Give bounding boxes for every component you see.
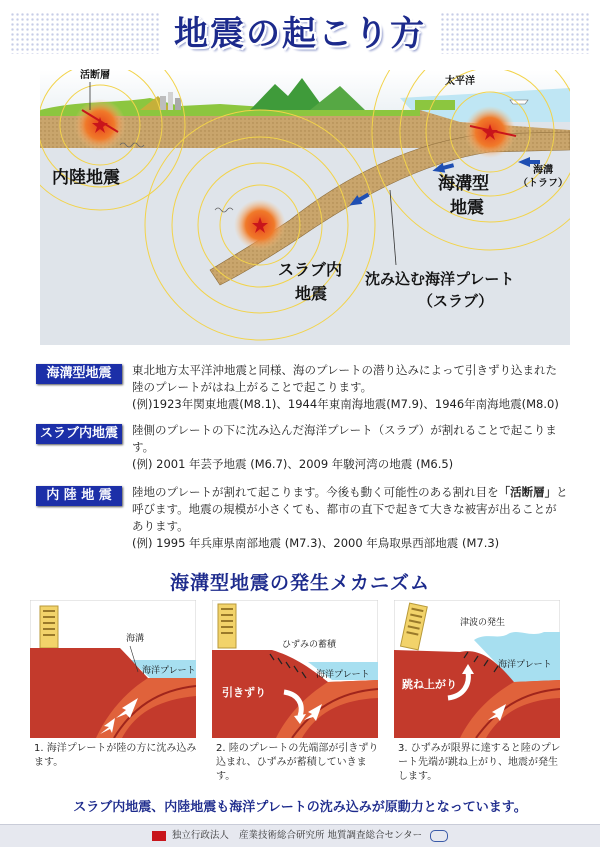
panel-3-label-plate: 海洋プレート xyxy=(498,660,552,670)
footer xyxy=(0,824,600,847)
badge-trench-earthquake: 海溝型地震 xyxy=(36,364,122,384)
aist-logo-icon xyxy=(152,831,166,841)
desc-trench-example: (例)1923年関東地震(M8.1)、1944年東南海地震(M7.9)、1946年南海地震(M8.0) xyxy=(132,397,559,411)
footer-org: 産業技術総合研究所 地質調査総合センター xyxy=(238,830,423,841)
desc-inland-earthquake xyxy=(132,484,568,552)
desc-trench-text: 東北地方太平洋沖地震と同様、海のプレートの潜り込みによって引きずり込まれた陸のプレートがはね上がることで起こります。 xyxy=(132,363,558,394)
panel-3-label-tsunami: 津波の発生 xyxy=(460,618,506,628)
mechanism-panel-3 xyxy=(394,600,560,738)
conclusion-text: スラブ内地震、内陸地震も海洋プレートの沈み込みが原動力となっています。 xyxy=(73,800,527,815)
label-pacific: 太平洋 xyxy=(445,76,475,87)
earthquake-types-diagram xyxy=(40,70,570,345)
panel-2-label-strain: ひずみの蓄積 xyxy=(282,640,337,650)
label-inland-earthquake: 内陸地震 xyxy=(52,168,120,188)
label-slab-earthquake-1: スラブ内 xyxy=(278,260,343,279)
building xyxy=(40,606,58,648)
label-trench-earthquake-2: 地震 xyxy=(450,198,484,218)
desc-inland-example: (例) 1995 年兵庫県南部地震 (M7.3)、2000 年鳥取県西部地震 (M7.3) xyxy=(132,536,500,550)
label-subducting-plate: 沈み込む海洋プレート xyxy=(365,270,515,288)
desc-slab-text: 陸側のプレートの下に沈み込んだ海洋プレート（スラブ）が割れることで起こります。 xyxy=(132,423,557,454)
panel-3-caption: 3. ひずみが限界に達すると陸のプレート先端が跳ね上がり、地震が発生します。 xyxy=(398,743,561,782)
city-building xyxy=(175,98,181,110)
desc-trench-earthquake xyxy=(132,362,568,413)
label-slab-earthquake-2: 地震 xyxy=(295,284,328,303)
label-trench-earthquake-1: 海溝型 xyxy=(438,174,489,194)
ship xyxy=(510,100,528,104)
badge-inland-earthquake: 内 陸 地 震 xyxy=(36,486,122,506)
gsj-logo-icon xyxy=(430,830,448,842)
label-trench: 海溝 xyxy=(533,165,553,176)
mechanism-title: 海溝型地震の発生メカニズム xyxy=(169,572,430,594)
desc-inland-keyword: 「活断層」 xyxy=(498,485,557,499)
label-trough: （トラフ） xyxy=(518,178,568,189)
coastline xyxy=(415,100,455,110)
city-building xyxy=(168,92,173,110)
badge-slab-earthquake: スラブ内地震 xyxy=(36,424,122,444)
panel-2-caption: 2. 陸のプレートの先端部が引きずり込まれ、ひずみが蓄積していきます。 xyxy=(216,743,379,782)
panel-2-svg xyxy=(212,600,378,738)
mechanism-panel-2 xyxy=(212,600,378,738)
label-slab: （スラブ） xyxy=(418,292,494,310)
panel-1-label-trench: 海溝 xyxy=(126,634,145,644)
label-active-fault: 活断層 xyxy=(80,70,110,81)
page-title: 地震の起こり方 xyxy=(174,14,426,54)
mechanism-panel-1 xyxy=(30,600,196,738)
earthquake-type-descriptions xyxy=(36,362,566,552)
desc-slab-earthquake xyxy=(132,422,568,473)
panel-1-label-plate: 海洋プレート xyxy=(142,666,196,676)
panel-2-label-plate: 海洋プレート xyxy=(316,670,370,680)
panel-3-label-rebound: 跳ね上がり xyxy=(402,678,457,691)
panel-1-caption: 1. 海洋プレートが陸の方に沈み込みます。 xyxy=(34,743,197,768)
desc-inland-text-2: と呼びます。地震の規模が小さくても、都市の直下で起きて大きな被害が出ることがあります。 xyxy=(132,485,568,533)
desc-slab-example: (例) 2001 年芸予地震 (M6.7)、2009 年駿河湾の地震 (M6.5) xyxy=(132,457,454,471)
desc-inland-text-1: 陸地のプレートが割れて起こります。今後も動く可能性のある割れ目を xyxy=(132,485,499,499)
panel-2-label-dragged: 引きずり xyxy=(222,686,266,699)
city-building xyxy=(160,96,166,110)
footer-org-type: 独立行政法人 xyxy=(171,830,229,841)
